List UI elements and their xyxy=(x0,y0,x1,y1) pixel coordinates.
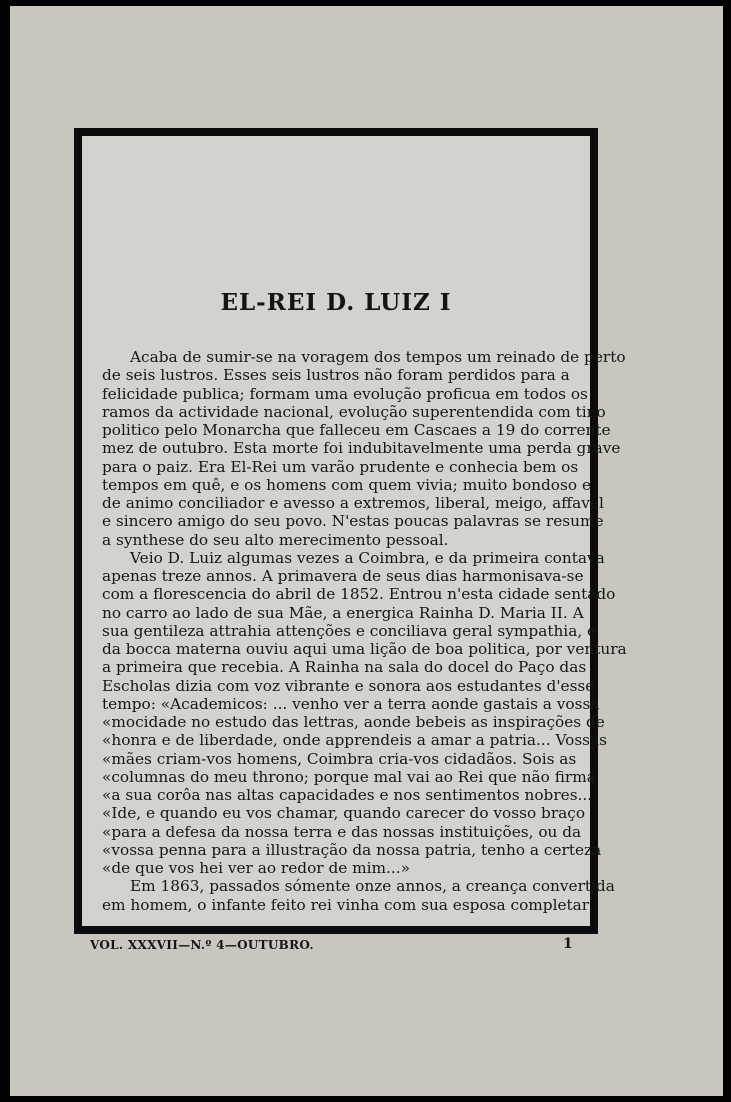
article-body xyxy=(102,348,627,914)
text-line: «mães criam-vos homens, Coimbra cria-vos cidadãos. Sois as xyxy=(102,749,577,768)
text-line: «Ide, e quando eu vos chamar, quando carecer do vosso braço xyxy=(102,804,586,823)
text-line: a primeira que recebia. A Rainha na sala do docel do Paço das xyxy=(102,658,587,677)
volume-info: VOL. XXXVII—N.º 4—OUTUBRO. xyxy=(90,938,314,952)
text-line: da bocca materna ouviu aqui uma lição de boa politica, por ventura xyxy=(102,640,627,658)
text-line: «a sua corôa nas altas capacidades e nos sentimentos nobres... xyxy=(102,786,593,804)
text-line: Em 1863, passados sómente onze annos, a creança convertida xyxy=(130,877,615,896)
text-line: Escholas dizia com voz vibrante e sonora aos estudantes d'esse xyxy=(102,676,595,695)
text-line: com a florescencia do abril de 1852. Entrou n'esta cidade sentado xyxy=(102,585,616,604)
text-line: «columnas do meu throno; porque mal vai ao Rei que não firma xyxy=(102,767,596,786)
text-line: e sincero amigo do seu povo. N'estas poucas palavras se resume xyxy=(102,512,604,531)
text-line: em homem, o infante feito rei vinha com sua esposa completar xyxy=(102,895,590,914)
text-line: «para a defesa da nossa terra e das nossas instituições, ou da xyxy=(102,822,582,841)
text-line: politico pelo Monarcha que falleceu em Cascaes a 19 do corrente xyxy=(102,421,611,439)
text-line: apenas treze annos. A primavera de seus dias harmonisava-se xyxy=(102,567,584,585)
article-title: EL-REI D. LUIZ I xyxy=(220,289,452,316)
page-number: 1 xyxy=(563,936,573,952)
text-line: mez de outubro. Esta morte foi indubitavelmente uma perda grave xyxy=(102,439,621,458)
text-line: ramos da actividade nacional, evolução superentendida com tino xyxy=(102,402,606,421)
text-line: no carro ao lado de sua Mãe, a energica Rainha D. Maria II. A xyxy=(102,603,584,622)
text-line: Acaba de sumir-se na voragem dos tempos um reinado de perto xyxy=(130,348,626,366)
text-line: felicidade publica; formam uma evolução proficua em todos os xyxy=(102,384,588,403)
text-line: «de que vos hei ver ao redor de mim...» xyxy=(102,859,411,877)
text-line: de animo conciliador e avesso a extremos, liberal, meigo, affavel xyxy=(102,494,604,512)
text-line: para o paiz. Era El-Rei um varão prudente e conhecia bem os xyxy=(102,457,579,476)
text-line: «honra e de liberdade, onde apprendeis a amar a patria... Vossas xyxy=(102,731,607,750)
mourning-border-frame xyxy=(74,128,627,934)
text-line: «mocidade no estudo das lettras, aonde bebeis as inspirações de xyxy=(102,713,605,731)
text-line: tempos em quê, e os homens com quem vivia; muito bondoso e xyxy=(102,475,591,494)
text-line: «vossa penna para a illustração da nossa patria, tenho a certeza xyxy=(102,840,602,859)
text-line: sua gentileza attrahia attenções e conciliava geral sympathia, e xyxy=(102,621,597,640)
text-line: Veio D. Luiz algumas vezes a Coimbra, e da primeira contava xyxy=(130,548,605,567)
text-line: tempo: «Academicos: ... venho ver a terra aonde gastais a vossa xyxy=(102,694,600,713)
text-line: a synthese do seu alto merecimento pessoal. xyxy=(102,530,449,549)
text-line: de seis lustros. Esses seis lustros não foram perdidos para a xyxy=(102,366,570,385)
